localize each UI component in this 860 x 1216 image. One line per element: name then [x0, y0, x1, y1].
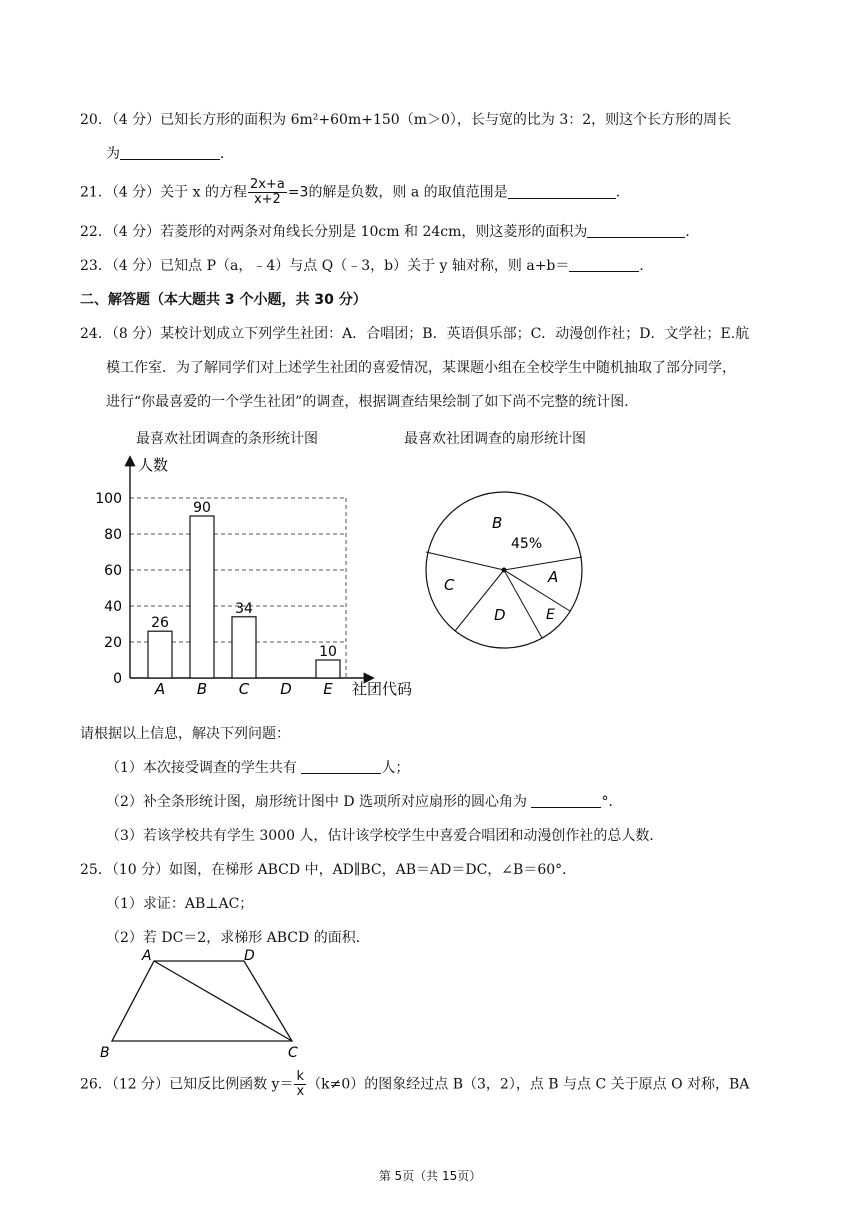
q26-frac-den: x	[296, 1084, 305, 1099]
trapezoid-outline	[112, 961, 292, 1041]
q20-line2	[106, 144, 234, 164]
pie-center	[502, 568, 507, 573]
pie-divider-ed	[504, 570, 542, 638]
q24-part2	[106, 792, 622, 812]
bar-value-label: 26	[151, 615, 169, 632]
vertex-c: C	[288, 1045, 298, 1061]
pie-divider-ba	[504, 557, 582, 570]
q22-line	[80, 222, 699, 242]
q20-line1: 20．（4 分）已知长方形的面积为 6m²+60m+150（m＞0），长与宽的比为 3：2，则这个长方形的周长	[80, 112, 732, 128]
q20-answer-blank[interactable]	[120, 145, 220, 160]
vertex-b: B	[100, 1045, 110, 1061]
q21-frac-num: 2x+a	[249, 177, 285, 192]
pie-annotation-b: 45%	[511, 536, 543, 552]
q21-line	[80, 178, 630, 207]
bar-value-label: 90	[193, 500, 211, 516]
q20-prefix: 为	[106, 146, 120, 162]
trapezoid-figure	[96, 945, 316, 1065]
bar-b	[190, 516, 214, 678]
q24-line3: 进行“你最喜爱的一个学生社团”的调查，根据调查结果绘制了如下尚不完整的统计图．	[106, 394, 639, 410]
bar-chart	[90, 450, 430, 705]
vertex-a: A	[142, 948, 152, 964]
q25-part2: （2）若 DC＝2，求梯形 ABCD 的面积．	[106, 930, 370, 946]
q23-answer-blank[interactable]	[569, 257, 639, 272]
bar-value-label: 34	[235, 600, 253, 617]
bar-a	[148, 631, 172, 678]
vertex-d: D	[244, 948, 255, 964]
q22-answer-blank[interactable]	[587, 223, 685, 238]
q21-prefix: 21．（4 分）关于 x 的方程	[80, 184, 247, 201]
q24-part2-prefix: （2）补全条形统计图，扇形统计图中 D 选项所对应扇形的圆心角为	[106, 794, 528, 810]
q24-part1	[106, 758, 409, 778]
q20-suffix: ．	[220, 146, 234, 162]
pie-label-c: C	[444, 576, 455, 594]
q26-suffix: （k≠0）的图象经过点 B（3，2），点 B 与点 C 关于原点 O 对称，BA	[307, 1076, 750, 1093]
q23-end: ．	[639, 258, 654, 274]
bar-x-axis-label: 社团代码	[352, 680, 413, 698]
section-2-heading: 二、解答题（本大题共 3 个小题，共 30 分）	[80, 292, 367, 308]
q26-prefix: 26．（12 分）已知反比例函数 y＝	[80, 1076, 294, 1093]
pie-divider-bc	[426, 552, 504, 570]
pie-label-d: D	[494, 606, 506, 624]
bar-y-tick-label: 0	[113, 671, 122, 687]
q23-text: 23．（4 分）已知点 P（a，﹣4）与点 Q（﹣3，b）关于 y 轴对称，则 a+b＝	[80, 258, 570, 274]
q24-part1-prefix: （1）本次接受调查的学生共有	[106, 760, 297, 776]
q21-suffix: 的解是负数，则 a 的取值范围是	[308, 184, 508, 201]
q24-part1-suffix: 人；	[381, 760, 410, 776]
q24-part3: （3）若该学校共有学生 3000 人，估计该学校学生中喜爱合唱团和动漫创作社的总人数．	[106, 828, 664, 844]
q24-part1-blank[interactable]	[301, 759, 381, 774]
q26-frac-num: k	[294, 1070, 306, 1085]
q24-part2-blank[interactable]	[531, 793, 601, 808]
bar-y-tick-label: 40	[104, 599, 122, 615]
bar-y-tick-label: 80	[104, 527, 122, 543]
q25-part1: （1）求证：AB⊥AC；	[106, 896, 254, 912]
pie-chart	[404, 470, 604, 670]
bar-y-tick-label: 60	[104, 563, 122, 579]
q26-line	[80, 1070, 749, 1099]
bar-category-label: A	[154, 680, 166, 698]
q21-frac-den: x+2	[253, 192, 281, 207]
diagonal-ac	[154, 961, 292, 1041]
pie-label-e: E	[546, 607, 555, 623]
bar-category-label: C	[238, 680, 250, 698]
q21-answer-blank[interactable]	[508, 184, 616, 199]
q23-line	[80, 256, 653, 276]
bar-category-label: E	[323, 680, 333, 698]
bar-y-tick-label: 100	[95, 491, 122, 507]
q22-end: ．	[685, 224, 700, 240]
q21-end: ．	[615, 184, 630, 201]
bar-chart-title: 最喜欢社团调查的条形统计图	[136, 431, 318, 447]
page-footer: 第 5页（共 15页）	[378, 1169, 482, 1183]
bar-category-label: B	[196, 680, 208, 698]
bar-y-axis-label: 人数	[138, 456, 169, 474]
q24-intro: 请根据以上信息，解决下列问题：	[80, 726, 290, 742]
pie-chart-title: 最喜欢社团调查的扇形统计图	[404, 431, 586, 447]
q22-text: 22．（4 分）若菱形的对两条对角线长分别是 10cm 和 24cm，则这菱形的面积为	[80, 224, 588, 240]
q21-fraction	[248, 178, 287, 207]
pie-label-b: B	[492, 514, 503, 532]
pie-label-a: A	[548, 568, 559, 586]
q24-line1: 24．（8 分）某校计划成立下列学生社团：A．合唱团；B．英语俱乐部；C．动漫创作社；D．文学社；E.航	[80, 326, 750, 342]
q25-line1: 25．（10 分）如图，在梯形 ABCD 中，AD∥BC，AB＝AD＝DC，∠B＝60°．	[80, 862, 577, 878]
bar-e	[316, 660, 340, 678]
bar-value-label: 10	[319, 644, 337, 660]
bar-y-tick-label: 20	[104, 635, 122, 651]
q24-line2: 模工作室．为了解同学们对上述学生社团的喜爱情况，某课题小组在全校学生中随机抽取了部分同学，	[106, 360, 736, 376]
bar-category-label: D	[280, 680, 292, 698]
bar-c	[232, 617, 256, 678]
q26-fraction	[294, 1070, 306, 1099]
q21-equals: =3	[287, 184, 309, 201]
pie-divider-ae	[504, 570, 570, 611]
q24-part2-suffix: °．	[601, 794, 623, 810]
